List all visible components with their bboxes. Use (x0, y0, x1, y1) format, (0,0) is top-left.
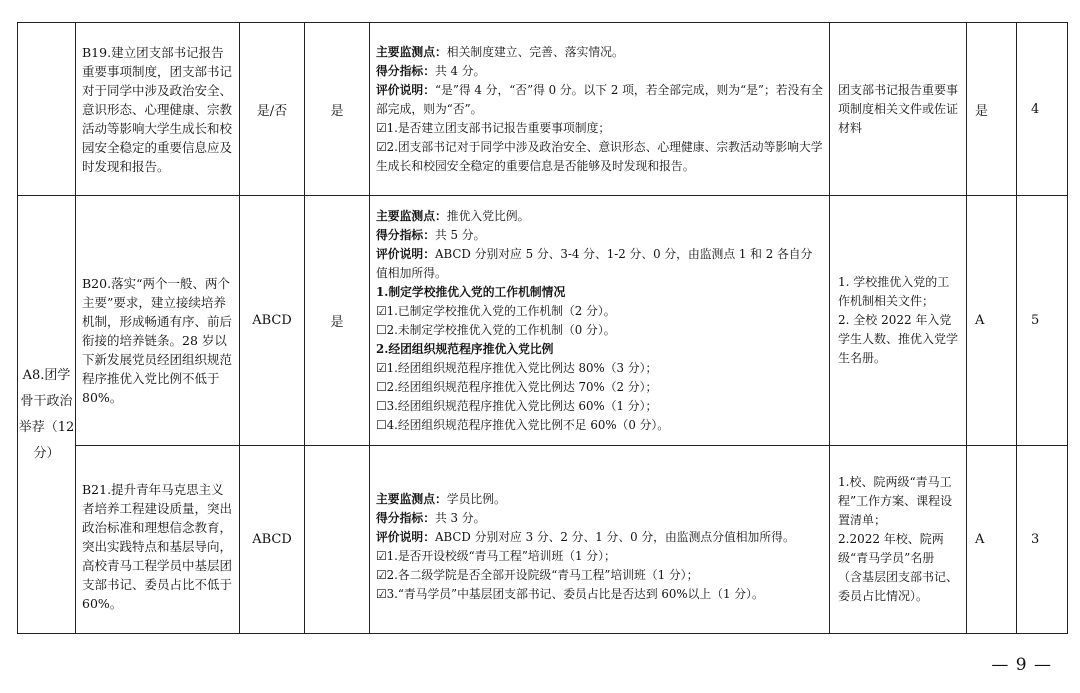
level-cell: A (967, 446, 1017, 634)
description-label: 评价说明： (376, 529, 435, 544)
description-line (376, 43, 823, 62)
description-cell (370, 196, 830, 446)
description-line (376, 138, 823, 176)
description-line (376, 340, 823, 359)
description-text: 共 4 分。 (435, 63, 486, 78)
description-text: 相关制度建立、完善、落实情况。 (446, 44, 624, 59)
description-line (376, 207, 823, 226)
score-cell: 5 (1017, 196, 1068, 446)
standard-cell (305, 446, 370, 634)
item-text: B20.落实“两个一般、两个主要”要求，建立接续培养机制，形成畅通有序、前后衔接的培养链条。28 岁以下新发展党员经团组织规范程序推优入党比例不低于 80%。 (82, 276, 233, 405)
category-cell-empty (18, 23, 76, 196)
description-line (376, 359, 823, 378)
evidence-cell: 团支部书记报告重要事项制度相关文件或佐证材料 (830, 23, 967, 196)
method-cell: ABCD (240, 446, 305, 634)
description-label: 评价说明： (376, 246, 435, 261)
description-text: “是”得 4 分，“否”得 0 分。以下 2 项，若全部完成，则为“是”；若没有全部完成，则为“否”。 (376, 82, 823, 116)
description-label: 2.经团组织规范程序推优入党比例 (376, 341, 554, 356)
description-line (376, 302, 823, 321)
description-line (376, 566, 823, 585)
description-text: ☑1.经团组织规范程序推优入党比例达 80%（3 分）； (376, 360, 658, 375)
description-text: ☑2.团支部书记对于同学中涉及政治安全、意识形态、心理健康、宗教活动等影响大学生成长和校园安全稳定的重要信息是否能够及时发现和报告。 (376, 139, 823, 173)
description-text: 推优入党比例。 (446, 208, 530, 223)
item-b20 (76, 196, 240, 446)
description-text: 学员比例。 (446, 491, 506, 506)
table-row (18, 196, 1068, 446)
description-text: ☑1.已制定学校推优入党的工作机制（2 分）。 (376, 303, 616, 318)
score-cell: 3 (1017, 446, 1068, 634)
description-line (376, 547, 823, 566)
description-line (376, 283, 823, 302)
standard-cell: 是 (305, 23, 370, 196)
evaluation-table (17, 22, 1068, 634)
table-row (18, 23, 1068, 196)
description-text: ABCD 分别对应 5 分、3-4 分、1-2 分、0 分，由监测点 1 和 2 各自分值相加所得。 (376, 246, 813, 280)
description-text: ☐4.经团组织规范程序推优入党比例不足 60%（0 分）。 (376, 417, 670, 432)
standard-cell: 是 (305, 196, 370, 446)
item-b21 (76, 446, 240, 634)
description-line (376, 528, 823, 547)
page-number: — 9 — (991, 655, 1052, 675)
method-cell: ABCD (240, 196, 305, 446)
description-text: ☑3.“青马学员”中基层团支部书记、委员占比是否达到 60%以上（1 分）。 (376, 586, 764, 601)
description-line (376, 585, 823, 604)
description-text: ☐3.经团组织规范程序推优入党比例达 60%（1 分）； (376, 398, 658, 413)
description-line (376, 119, 823, 138)
description-text: ☑1.是否建立团支部书记报告重要事项制度； (376, 120, 611, 135)
description-label: 主要监测点： (376, 491, 447, 506)
description-label: 评价说明： (376, 82, 435, 97)
description-line (376, 226, 823, 245)
description-line (376, 62, 823, 81)
description-label: 主要监测点： (376, 44, 447, 59)
description-line (376, 416, 823, 435)
description-text: ☑1.是否开设校级“青马工程”培训班（1 分）； (376, 548, 616, 563)
level-cell: 是 (967, 23, 1017, 196)
method-cell: 是/否 (240, 23, 305, 196)
score-cell: 4 (1017, 23, 1068, 196)
item-text: B21.提升青年马克思主义者培养工程建设质量，突出政治标准和理想信念教育，突出实践特点和基层导向，高校青马工程学员中基层团支部书记、委员占比不低于 60%。 (82, 482, 233, 611)
description-label: 1.制定学校推优入党的工作机制情况 (376, 284, 566, 299)
item-b19 (76, 23, 240, 196)
description-label: 得分指标： (376, 510, 435, 525)
description-label: 得分指标： (376, 227, 435, 242)
level-cell: A (967, 196, 1017, 446)
description-line (376, 81, 823, 119)
evidence-cell: 1.校、院两级“青马工程”工作方案、课程设置清单； 2.2022 年校、院两级“青马学员”名册（含基层团支部书记、委员占比情况）。 (830, 446, 967, 634)
evidence-cell: 1. 学校推优入党的工作机制相关文件； 2. 全校 2022 年入党学生人数、推优入党学生名册。 (830, 196, 967, 446)
table-row (18, 446, 1068, 634)
description-line (376, 397, 823, 416)
description-cell (370, 23, 830, 196)
description-text: ☐2.未制定学校推优入党的工作机制（0 分）。 (376, 322, 616, 337)
description-label: 得分指标： (376, 63, 435, 78)
description-line (376, 490, 823, 509)
description-label: 主要监测点： (376, 208, 447, 223)
description-text: ☐2.经团组织规范程序推优入党比例达 70%（2 分）； (376, 379, 658, 394)
description-cell (370, 446, 830, 634)
description-line (376, 509, 823, 528)
description-text: ☑2.各二级学院是否全部开设院级“青马工程”培训班（1 分）； (376, 567, 699, 582)
description-text: ABCD 分别对应 3 分、2 分、1 分、0 分，由监测点分值相加所得。 (435, 529, 795, 544)
item-text: B19.建立团支部书记报告重要事项制度，团支部书记对于同学中涉及政治安全、意识形态、心理健康、宗教活动等影响大学生成长和校园安全稳定的重要信息应及时发现和报告。 (82, 45, 233, 174)
description-line (376, 321, 823, 340)
description-line (376, 245, 823, 283)
description-text: 共 3 分。 (435, 510, 486, 525)
description-text: 共 5 分。 (435, 227, 486, 242)
category-cell: A8.团学骨干政治举荐（12 分） (18, 196, 76, 634)
description-line (376, 378, 823, 397)
